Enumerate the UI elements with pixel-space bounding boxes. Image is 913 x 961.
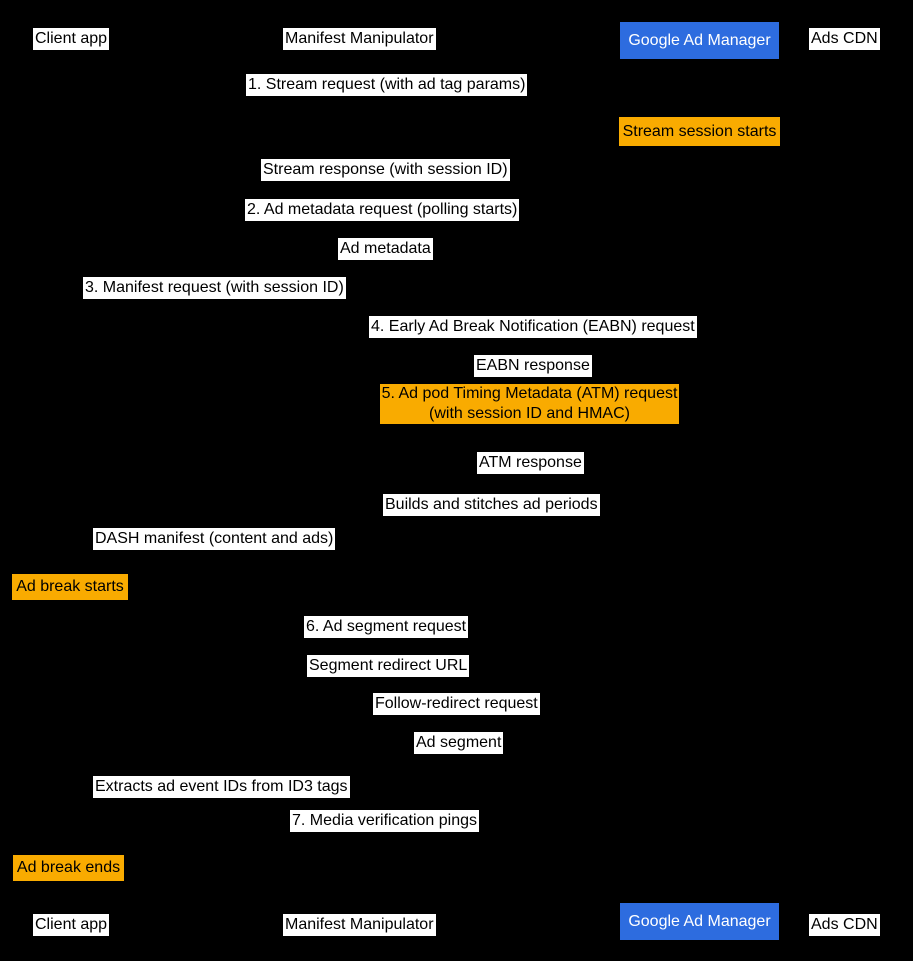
note-ad-break-starts: Ad break starts — [12, 574, 128, 600]
message-manifest-request: 3. Manifest request (with session ID) — [83, 277, 346, 299]
note-stream-session-starts: Stream session starts — [619, 117, 780, 146]
actor-ads-cdn-top: Ads CDN — [809, 28, 880, 50]
message-stream-response: Stream response (with session ID) — [261, 159, 510, 181]
message-eabn-request: 4. Early Ad Break Notification (EABN) request — [369, 316, 697, 338]
message-dash-manifest: DASH manifest (content and ads) — [93, 528, 335, 550]
actor-ads-cdn-bottom: Ads CDN — [809, 914, 880, 936]
message-stream-request: 1. Stream request (with ad tag params) — [246, 74, 527, 96]
step-extracts-ad-event-ids: Extracts ad event IDs from ID3 tags — [93, 776, 350, 798]
message-media-verification-pings: 7. Media verification pings — [290, 810, 479, 832]
message-ad-segment-request: 6. Ad segment request — [304, 616, 468, 638]
actor-client-app-bottom: Client app — [33, 914, 109, 936]
atm-request-line1: 5. Ad pod Timing Metadata (ATM) request — [381, 385, 678, 402]
message-atm-response: ATM response — [477, 452, 584, 474]
actor-manifest-manipulator-top: Manifest Manipulator — [283, 28, 436, 50]
step-builds-and-stitches-ad-periods: Builds and stitches ad periods — [383, 494, 600, 516]
message-segment-redirect-url: Segment redirect URL — [307, 655, 469, 677]
actor-client-app-top: Client app — [33, 28, 109, 50]
note-ad-break-ends: Ad break ends — [13, 855, 124, 881]
message-atm-request-note — [380, 384, 679, 424]
actor-google-ad-manager-bottom: Google Ad Manager — [620, 903, 779, 940]
message-follow-redirect-request: Follow-redirect request — [373, 693, 540, 715]
atm-request-line2: (with session ID and HMAC) — [429, 405, 630, 422]
message-ad-metadata-request: 2. Ad metadata request (polling starts) — [245, 199, 519, 221]
actor-manifest-manipulator-bottom: Manifest Manipulator — [283, 914, 436, 936]
message-ad-segment: Ad segment — [414, 732, 503, 754]
actor-google-ad-manager-top: Google Ad Manager — [620, 22, 779, 59]
message-eabn-response: EABN response — [474, 355, 592, 377]
message-ad-metadata: Ad metadata — [338, 238, 433, 260]
